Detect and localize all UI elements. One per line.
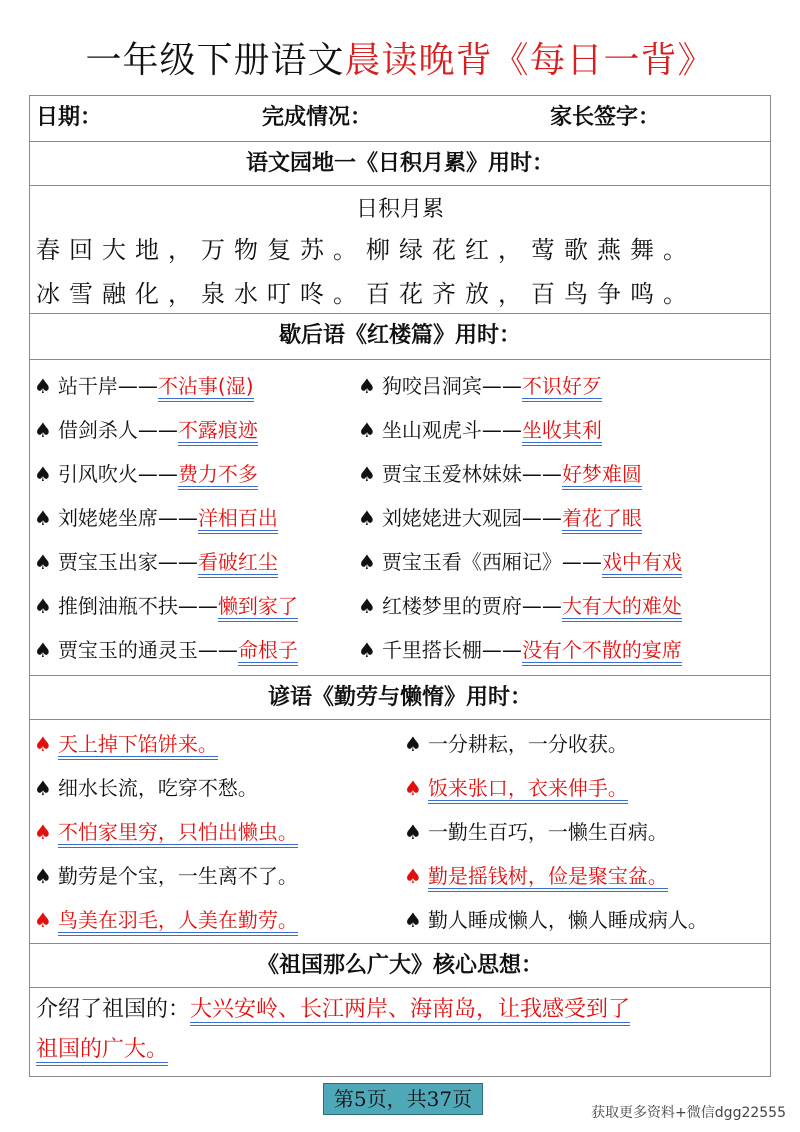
proverb-text: 天上掉下馅饼来。 [58, 732, 218, 760]
proverb-text: 勤劳是个宝，一生离不了。 [57, 864, 298, 888]
spade-icon: ♠ [404, 732, 422, 756]
xiehouyu-answer: 懒到家了 [218, 594, 298, 622]
status-label: 完成情况： [262, 105, 373, 130]
spade-icon: ♠ [34, 820, 52, 844]
xiehouyu-answer: 不露痕迹 [178, 418, 258, 446]
spade-icon: ♠ [358, 594, 376, 618]
watermark: 获取更多资料+微信dgg22555 [591, 1105, 786, 1121]
xiehouyu-answer: 看破红尘 [198, 550, 278, 578]
proverb-right-4 [404, 862, 668, 890]
xiehouyu-question: 刘姥姥坐席—— [57, 506, 198, 530]
spade-icon: ♠ [404, 776, 422, 800]
spade-icon: ♠ [358, 374, 376, 398]
section1-body [30, 186, 770, 314]
spade-icon: ♠ [358, 418, 376, 442]
section4-body [30, 988, 770, 1076]
proverb-text: 不怕家里穷，只怕出懒虫。 [58, 820, 298, 848]
proverb-text: 饭来张口，衣来伸手。 [428, 776, 628, 804]
spade-icon: ♠ [358, 550, 376, 574]
spade-icon: ♠ [404, 864, 422, 888]
worksheet [29, 95, 771, 1077]
page-title [0, 38, 800, 84]
proverb-text: 鸟美在羽毛，人美在勤劳。 [58, 908, 298, 936]
spade-icon: ♠ [34, 418, 52, 442]
xiehouyu-answer: 不识好歹 [522, 374, 602, 402]
xiehouyu-right-6 [358, 592, 682, 620]
xiehouyu-question: 推倒油瓶不扶—— [57, 594, 218, 618]
proverb-text: 细水长流，吃穿不愁。 [57, 776, 258, 800]
core-idea-highlight-2: 祖国的广大。 [36, 1037, 168, 1066]
proverb-text: 勤人睡成懒人，懒人睡成病人。 [427, 908, 708, 932]
xiehouyu-answer: 大有大的难处 [562, 594, 682, 622]
poem-line-1: 春回大地，万物复苏。柳绿花红，莺歌燕舞。 [36, 236, 696, 264]
xiehouyu-question: 千里搭长棚—— [381, 638, 522, 662]
section1-heading: 语文园地一《日积月累》用时： [30, 142, 770, 186]
spade-icon: ♠ [358, 506, 376, 530]
proverb-left-1 [34, 730, 218, 758]
xiehouyu-left-7 [34, 636, 298, 664]
xiehouyu-question: 红楼梦里的贾府—— [381, 594, 562, 618]
page-number-badge: 第5页，共37页 [323, 1083, 483, 1115]
xiehouyu-right-2 [358, 416, 602, 444]
proverb-left-5 [34, 906, 298, 934]
xiehouyu-question: 狗咬吕洞宾—— [381, 374, 522, 398]
xiehouyu-question: 贾宝玉爱林妹妹—— [381, 462, 562, 486]
sign-label: 家长签字： [550, 105, 661, 130]
xiehouyu-left-4 [34, 504, 278, 532]
section4-heading: 《祖国那么广大》核心思想： [30, 944, 770, 988]
xiehouyu-answer: 费力不多 [178, 462, 258, 490]
xiehouyu-right-7 [358, 636, 682, 664]
xiehouyu-right-4 [358, 504, 642, 532]
xiehouyu-left-6 [34, 592, 298, 620]
title-highlight: 晨读晚背《每日一背》 [344, 40, 715, 81]
spade-icon: ♠ [34, 550, 52, 574]
xiehouyu-question: 贾宝玉出家—— [57, 550, 198, 574]
xiehouyu-right-5 [358, 548, 682, 576]
proverb-right-5 [404, 906, 708, 934]
xiehouyu-answer: 洋相百出 [198, 506, 278, 534]
section3-body [30, 720, 770, 944]
poem-line-2: 冰雪融化，泉水叮咚。百花齐放，百鸟争鸣。 [36, 280, 696, 308]
proverb-text: 一分耕耘，一分收获。 [427, 732, 628, 756]
spade-icon: ♠ [34, 594, 52, 618]
proverb-text: 勤是摇钱树，俭是聚宝盆。 [428, 864, 668, 892]
xiehouyu-question: 刘姥姥进大观园—— [381, 506, 562, 530]
spade-icon: ♠ [34, 506, 52, 530]
spade-icon: ♠ [34, 776, 52, 800]
section2-heading: 歇后语《红楼篇》用时： [30, 314, 770, 360]
xiehouyu-answer: 着花了眼 [562, 506, 642, 534]
xiehouyu-question: 贾宝玉的通灵玉—— [57, 638, 238, 662]
proverb-left-4 [34, 862, 298, 890]
xiehouyu-question: 贾宝玉看《西厢记》—— [381, 550, 602, 574]
spade-icon: ♠ [404, 820, 422, 844]
xiehouyu-question: 站干岸—— [57, 374, 158, 398]
proverb-right-1 [404, 730, 628, 758]
xiehouyu-left-2 [34, 416, 258, 444]
xiehouyu-answer: 好梦难圆 [562, 462, 642, 490]
date-label: 日期： [36, 105, 103, 130]
xiehouyu-question: 引风吹火—— [57, 462, 178, 486]
proverb-right-2 [404, 774, 628, 802]
xiehouyu-question: 坐山观虎斗—— [381, 418, 522, 442]
core-idea-prefix: 介绍了祖国的： [36, 997, 191, 1022]
spade-icon: ♠ [34, 462, 52, 486]
xiehouyu-right-1 [358, 372, 602, 400]
section2-body [30, 360, 770, 676]
section3-heading: 谚语《勤劳与懒惰》用时： [30, 676, 770, 720]
title-main: 一年级下册语文 [85, 40, 345, 81]
core-idea-text [36, 990, 768, 1070]
xiehouyu-answer: 坐收其利 [522, 418, 602, 446]
spade-icon: ♠ [34, 864, 52, 888]
xiehouyu-answer: 不沾事(湿) [158, 374, 254, 402]
spade-icon: ♠ [404, 908, 422, 932]
core-idea-highlight-1: 大兴安岭、长江两岸、海南岛，让我感受到了 [190, 997, 630, 1026]
spade-icon: ♠ [358, 638, 376, 662]
poem-title: 日积月累 [355, 197, 444, 222]
info-row [30, 96, 770, 142]
spade-icon: ♠ [34, 908, 52, 932]
xiehouyu-question: 借剑杀人—— [57, 418, 178, 442]
proverb-text: 一勤生百巧，一懒生百病。 [427, 820, 668, 844]
spade-icon: ♠ [358, 462, 376, 486]
xiehouyu-answer: 命根子 [238, 638, 298, 666]
xiehouyu-answer: 戏中有戏 [602, 550, 682, 578]
xiehouyu-answer: 没有个不散的宴席 [522, 638, 682, 666]
proverb-right-3 [404, 818, 668, 846]
proverb-left-2 [34, 774, 258, 802]
spade-icon: ♠ [34, 374, 52, 398]
xiehouyu-left-1 [34, 372, 254, 400]
spade-icon: ♠ [34, 638, 52, 662]
xiehouyu-left-5 [34, 548, 278, 576]
spade-icon: ♠ [34, 732, 52, 756]
proverb-left-3 [34, 818, 298, 846]
xiehouyu-right-3 [358, 460, 642, 488]
xiehouyu-left-3 [34, 460, 258, 488]
